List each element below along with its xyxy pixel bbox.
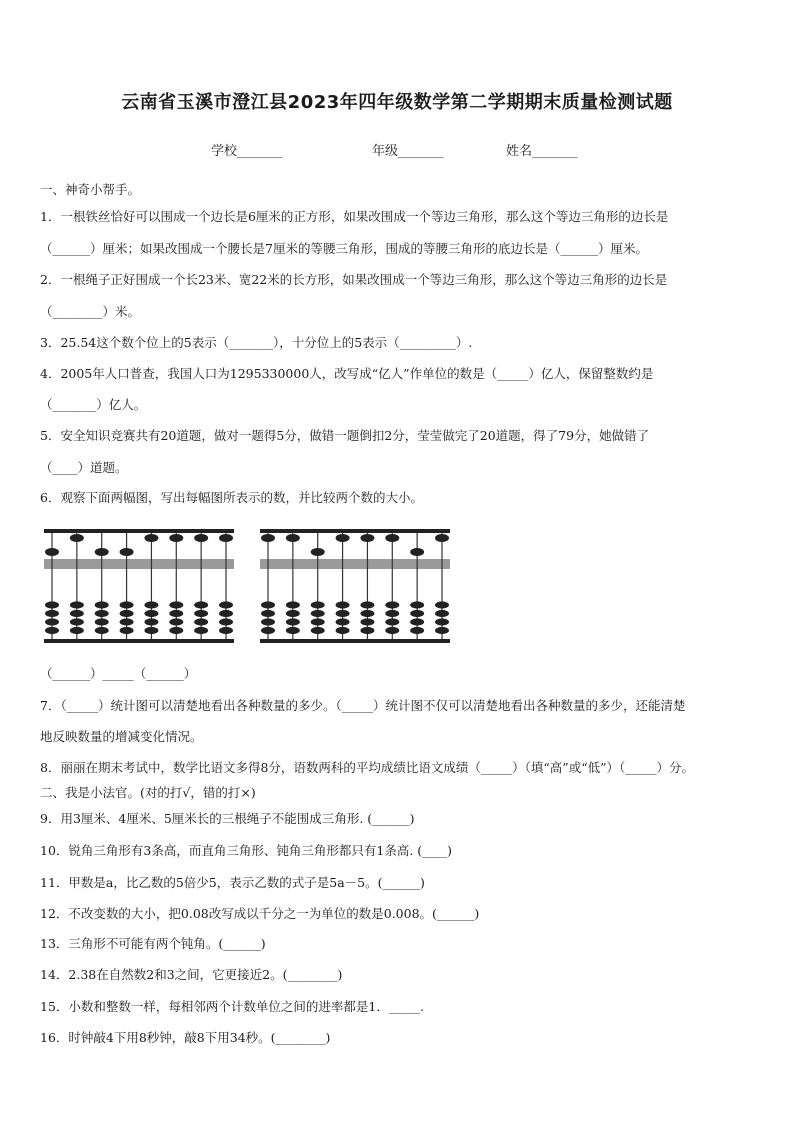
- question-16: 16．时钟敲4下用8秒钟，敲8下用34秒。(________): [40, 1030, 331, 1045]
- question-5-line2: （____）道题。: [40, 460, 128, 475]
- question-7-line1: 7．（_____）统计图可以清楚地看出各种数量的多少。（_____）统计图不仅可以清楚地看出各种数量的多少，还能清楚: [40, 698, 686, 713]
- abacus-lower-bead: [286, 627, 300, 634]
- abacus-lower-bead: [45, 601, 59, 608]
- abacus-lower-bead: [120, 601, 134, 608]
- abacus-lower-bead: [144, 627, 158, 634]
- abacus-left: [44, 527, 234, 645]
- school-field: 学校_______: [211, 144, 283, 159]
- abacus-lower-bead: [336, 627, 350, 634]
- abacus-lower-bead: [219, 601, 233, 608]
- abacus-lower-bead: [435, 627, 449, 634]
- abacus-lower-bead: [169, 610, 183, 617]
- name-field: 姓名_______: [506, 144, 578, 159]
- abacus-beam: [260, 559, 450, 569]
- abacus-lower-bead: [194, 618, 208, 625]
- abacus-lower-bead: [169, 601, 183, 608]
- abacus-upper-bead: [336, 534, 350, 542]
- abacus-lower-bead: [311, 610, 325, 617]
- question-2-line1: 2．一根绳子正好围成一个长23米、宽22米的长方形，如果改围成一个等边三角形，那么这个等边三角形的边长是: [40, 272, 668, 287]
- question-4-line1: 4．2005年人口普查，我国人口为1295330000人，改写成“亿人”作单位的数是（_____）亿人，保留整数约是: [40, 366, 654, 381]
- abacus-frame-top: [44, 529, 234, 533]
- abacus-lower-bead: [311, 618, 325, 625]
- abacus-lower-bead: [95, 601, 109, 608]
- abacus-lower-bead: [336, 618, 350, 625]
- abacus-lower-bead: [219, 618, 233, 625]
- page-title: 云南省玉溪市澄江县2023年四年级数学第二学期期末质量检测试题: [121, 92, 673, 113]
- question-6: 6．观察下面两幅图，写出每幅图所表示的数，并比较两个数的大小。: [40, 490, 423, 505]
- abacus-lower-bead: [144, 601, 158, 608]
- question-12: 12．不改变数的大小，把0.08改写成以千分之一为单位的数是0.008。(______): [40, 906, 480, 921]
- abacus-upper-bead: [311, 548, 325, 556]
- abacus-lower-bead: [95, 618, 109, 625]
- abacus-lower-bead: [435, 610, 449, 617]
- abacus-lower-bead: [194, 601, 208, 608]
- abacus-lower-bead: [360, 601, 374, 608]
- abacus-lower-bead: [219, 610, 233, 617]
- abacus-upper-bead: [360, 534, 374, 542]
- abacus-lower-bead: [360, 610, 374, 617]
- question-3: 3．25.54这个数个位上的5表示（_______），十分位上的5表示（_________）.: [40, 335, 473, 350]
- abacus-frame-bottom: [44, 639, 234, 643]
- abacus-lower-bead: [385, 618, 399, 625]
- abacus-upper-bead: [194, 534, 208, 542]
- abacus-lower-bead: [261, 627, 275, 634]
- question-10: 10．锐角三角形有3条高，而直角三角形、钝角三角形都只有1条高. (____): [40, 843, 453, 858]
- abacus-lower-bead: [261, 618, 275, 625]
- abacus-frame-top: [260, 529, 450, 533]
- question-6-answer: （______）_____（______）: [40, 666, 197, 681]
- abacus-lower-bead: [311, 601, 325, 608]
- abacus-lower-bead: [385, 601, 399, 608]
- abacus-beam: [44, 559, 234, 569]
- abacus-lower-bead: [336, 601, 350, 608]
- abacus-upper-bead: [169, 534, 183, 542]
- question-7-line2: 地反映数量的增减变化情况。: [40, 729, 203, 744]
- abacus-lower-bead: [311, 627, 325, 634]
- abacus-lower-bead: [95, 610, 109, 617]
- abacus-lower-bead: [169, 627, 183, 634]
- abacus-lower-bead: [70, 610, 84, 617]
- abacus-lower-bead: [410, 610, 424, 617]
- abacus-lower-bead: [120, 618, 134, 625]
- abacus-lower-bead: [144, 618, 158, 625]
- abacus-lower-bead: [360, 627, 374, 634]
- question-2-line2: （________）米。: [40, 304, 141, 319]
- abacus-frame-bottom: [260, 639, 450, 643]
- question-9: 9．用3厘米、4厘米、5厘米长的三根绳子不能围成三角形. (______): [40, 811, 415, 826]
- abacus-lower-bead: [385, 610, 399, 617]
- abacus-lower-bead: [385, 627, 399, 634]
- abacus-lower-bead: [120, 610, 134, 617]
- abacus-lower-bead: [70, 627, 84, 634]
- question-5-line1: 5．安全知识竞赛共有20道题，做对一题得5分，做错一题倒扣2分，莹莹做完了20道题，得了79分，她做错了: [40, 428, 650, 443]
- abacus-lower-bead: [286, 618, 300, 625]
- abacus-lower-bead: [410, 601, 424, 608]
- abacus-upper-bead: [286, 534, 300, 542]
- abacus-lower-bead: [435, 618, 449, 625]
- abacus-lower-bead: [70, 601, 84, 608]
- abacus-lower-bead: [45, 618, 59, 625]
- abacus-upper-bead: [120, 548, 134, 556]
- question-1-line1: 1．一根铁丝恰好可以围成一个边长是6厘米的正方形，如果改围成一个等边三角形，那么这个等边三角形的边长是: [40, 209, 669, 224]
- abacus-lower-bead: [120, 627, 134, 634]
- abacus-lower-bead: [70, 618, 84, 625]
- abacus-upper-bead: [410, 548, 424, 556]
- abacus-right: [260, 527, 450, 645]
- question-15: 15．小数和整数一样，每相邻两个计数单位之间的进率都是1．_____.: [40, 999, 425, 1014]
- abacus-lower-bead: [194, 627, 208, 634]
- abacus-lower-bead: [410, 627, 424, 634]
- question-1-line2: （______）厘米；如果改围成一个腰长是7厘米的等腰三角形，围成的等腰三角形的底边长是（______）厘米。: [40, 241, 648, 256]
- abacus-upper-bead: [144, 534, 158, 542]
- abacus-lower-bead: [286, 601, 300, 608]
- abacus-upper-bead: [45, 548, 59, 556]
- abacus-lower-bead: [45, 627, 59, 634]
- question-8: 8．丽丽在期末考试中，数学比语文多得8分，语数两科的平均成绩比语文成绩（_____）（填“高”或“低”）（_____）分。: [40, 760, 694, 775]
- question-14: 14．2.38在自然数2和3之间，它更接近2。(________): [40, 967, 343, 982]
- abacus-lower-bead: [194, 610, 208, 617]
- abacus-lower-bead: [219, 627, 233, 634]
- abacus-upper-bead: [435, 534, 449, 542]
- abacus-lower-bead: [360, 618, 374, 625]
- abacus-lower-bead: [286, 610, 300, 617]
- abacus-lower-bead: [45, 610, 59, 617]
- abacus-lower-bead: [410, 618, 424, 625]
- grade-field: 年级_______: [372, 144, 444, 159]
- section2-heading: 二、我是小法官。(对的打√，错的打×): [40, 785, 256, 800]
- abacus-lower-bead: [435, 601, 449, 608]
- abacus-lower-bead: [144, 610, 158, 617]
- abacus-upper-bead: [385, 534, 399, 542]
- abacus-upper-bead: [219, 534, 233, 542]
- abacus-upper-bead: [95, 548, 109, 556]
- abacus-lower-bead: [169, 618, 183, 625]
- question-13: 13．三角形不可能有两个钝角。(______): [40, 936, 266, 951]
- question-4-line2: （_______）亿人。: [40, 397, 147, 412]
- question-11: 11．甲数是a，比乙数的5倍少5，表示乙数的式子是5a－5。(______): [40, 875, 425, 890]
- abacus-upper-bead: [70, 534, 84, 542]
- abacus-upper-bead: [261, 534, 275, 542]
- abacus-lower-bead: [95, 627, 109, 634]
- abacus-lower-bead: [336, 610, 350, 617]
- abacus-lower-bead: [261, 601, 275, 608]
- section1-heading: 一、神奇小帮手。: [40, 182, 141, 197]
- abacus-lower-bead: [261, 610, 275, 617]
